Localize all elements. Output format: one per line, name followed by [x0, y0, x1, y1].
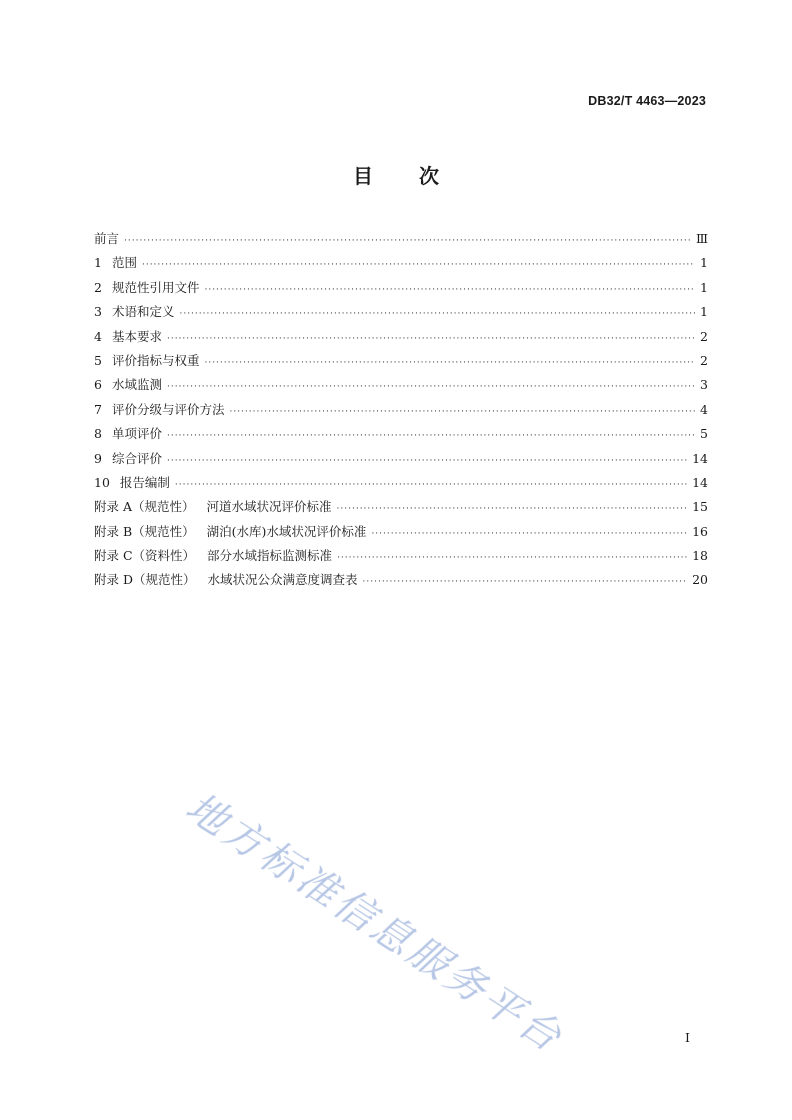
toc-entry-label	[94, 495, 332, 519]
toc-entry-label	[94, 349, 199, 373]
toc-entry-number: 1	[94, 255, 102, 271]
toc-entry-annex-b[interactable]	[94, 520, 708, 544]
toc-entry-page: 5	[700, 426, 708, 442]
toc-entry-page: 3	[700, 377, 708, 393]
toc-entry-title: 范围	[111, 255, 137, 271]
toc-entry-3[interactable]	[94, 300, 708, 324]
toc-entry-label	[94, 520, 366, 544]
toc-entry-title: 单项评价	[111, 426, 162, 442]
toc-entry-page: 18	[692, 548, 708, 564]
toc-entry-page: 1	[700, 304, 708, 320]
toc-entry-1[interactable]	[94, 251, 708, 275]
toc-leader-dots	[175, 473, 687, 497]
toc-leader-dots	[167, 449, 687, 473]
toc-title-char-1: 目	[353, 164, 373, 188]
toc-entry-2[interactable]	[94, 276, 708, 300]
toc-leader-dots	[124, 229, 691, 253]
toc-entry-label	[94, 276, 199, 300]
toc-leader-dots	[179, 302, 695, 326]
toc-entry-number: 3	[94, 304, 102, 320]
toc-entry-label	[94, 398, 224, 422]
toc-entry-page: 1	[700, 255, 708, 271]
toc-entry-title: 湖泊(水库)水域状况评价标准	[206, 523, 367, 539]
toc-entry-page: 2	[700, 352, 708, 368]
toc-entry-page: 15	[692, 499, 708, 515]
toc-entry-number: 9	[94, 450, 102, 466]
toc-entry-number: 6	[94, 377, 102, 393]
toc-entry-number: 7	[94, 401, 102, 417]
toc-leader-dots	[142, 253, 695, 277]
toc-entry-label	[94, 447, 162, 471]
toc-entry-number: 8	[94, 426, 102, 442]
toc-annex-tag: 附录 A（规范性）	[94, 499, 195, 515]
toc-leader-dots	[371, 522, 687, 546]
toc-entry-5[interactable]	[94, 349, 708, 373]
toc-leader-dots	[167, 327, 695, 351]
toc-entry-7[interactable]	[94, 398, 708, 422]
toc-entry-page: 20	[692, 572, 708, 588]
toc-entry-title: 水域监测	[111, 377, 162, 393]
toc-entry-number: 5	[94, 352, 102, 368]
toc-entry-9[interactable]	[94, 447, 708, 471]
toc-entry-annex-d[interactable]	[94, 568, 708, 592]
toc-entry-title: 报告编制	[119, 474, 170, 490]
toc-entry-number: 2	[94, 279, 102, 295]
toc-entry-title: 术语和定义	[111, 304, 175, 320]
toc-entry-10[interactable]	[94, 471, 708, 495]
toc-entry-label	[94, 251, 137, 275]
toc-entry-title: 前言	[94, 231, 120, 246]
toc-annex-tag: 附录 D（规范性）	[94, 572, 196, 588]
toc-entry-8[interactable]	[94, 422, 708, 446]
toc-annex-tag: 附录 B（规范性）	[94, 523, 195, 539]
toc-entry-label	[94, 471, 170, 495]
toc-leader-dots	[229, 400, 695, 424]
toc-entry-page: 1	[700, 279, 708, 295]
toc-entry-title: 水域状况公众满意度调查表	[207, 572, 358, 588]
toc-entry-annex-a[interactable]	[94, 495, 708, 519]
toc-leader-dots	[363, 570, 688, 594]
toc-entry-label	[94, 300, 174, 324]
toc-entry-page: 4	[700, 401, 708, 417]
page-number: I	[685, 1030, 690, 1045]
toc-entry-number: 10	[94, 474, 110, 490]
toc-entry-label	[94, 422, 162, 446]
toc-entry-page: Ⅲ	[695, 231, 708, 246]
watermark: 地方标准信息服务平台	[177, 784, 572, 1063]
toc-entry-title: 规范性引用文件	[111, 279, 200, 295]
table-of-contents	[94, 227, 708, 593]
toc-entry-foreword[interactable]	[94, 227, 708, 251]
toc-entry-6[interactable]	[94, 373, 708, 397]
toc-entry-title: 部分水域指标监测标准	[207, 548, 333, 564]
toc-entry-title: 河道水域状况评价标准	[206, 499, 332, 515]
toc-entry-annex-c[interactable]	[94, 544, 708, 568]
toc-entry-page: 14	[692, 474, 708, 490]
toc-entry-label	[94, 325, 162, 349]
toc-leader-dots	[337, 497, 688, 521]
toc-entry-4[interactable]	[94, 325, 708, 349]
toc-leader-dots	[167, 375, 695, 399]
toc-entry-title: 评价指标与权重	[111, 352, 200, 368]
toc-title	[0, 160, 792, 189]
toc-annex-tag: 附录 C（资料性）	[94, 548, 196, 564]
toc-title-char-2: 次	[419, 164, 439, 188]
toc-entry-title: 基本要求	[111, 328, 162, 344]
toc-entry-number: 4	[94, 328, 102, 344]
toc-entry-label	[94, 544, 332, 568]
toc-entry-label	[94, 568, 358, 592]
toc-entry-title: 综合评价	[111, 450, 162, 466]
document-code: DB32/T 4463—2023	[588, 94, 706, 108]
toc-entry-label	[94, 227, 119, 251]
toc-leader-dots	[337, 546, 687, 570]
toc-entry-page: 2	[700, 328, 708, 344]
toc-entry-label	[94, 373, 162, 397]
toc-leader-dots	[204, 278, 695, 302]
toc-entry-page: 16	[692, 523, 708, 539]
toc-leader-dots	[204, 351, 695, 375]
toc-entry-title: 评价分级与评价方法	[111, 401, 225, 417]
toc-entry-page: 14	[692, 450, 708, 466]
toc-leader-dots	[167, 424, 695, 448]
